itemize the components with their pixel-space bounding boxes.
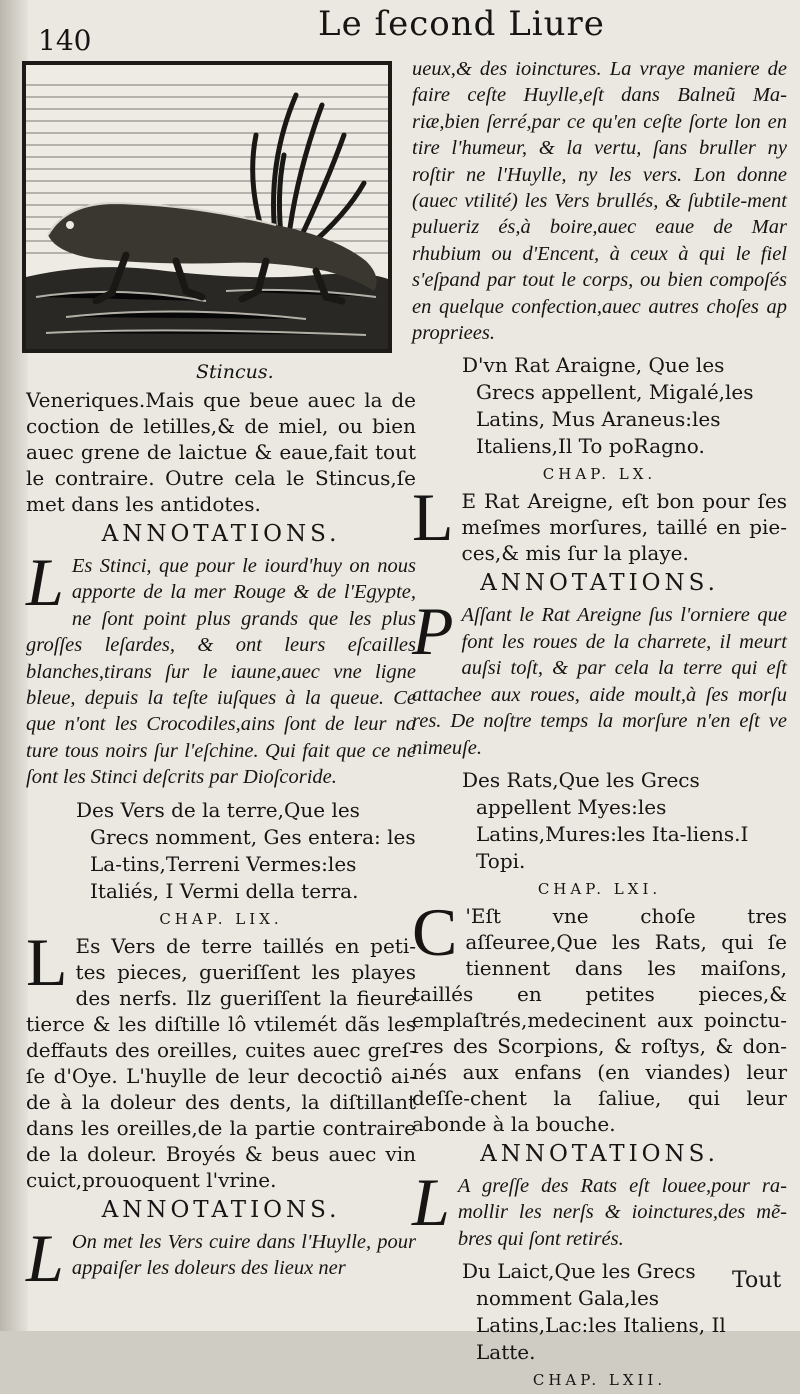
drop-cap-l: L: [26, 1219, 64, 1296]
annotations-heading: ANNOTATIONS.: [101, 521, 341, 547]
annotation-vers-text: On met les Vers cuire dans l'Huylle, pour appaiſer les doleurs des lieux ner: [71, 1230, 416, 1280]
drop-cap-l: L: [26, 544, 64, 620]
annotations-heading: ANNOTATIONS.: [480, 570, 719, 597]
annotation-vers-continued: ueux,& des ioinctures. La vraye maniere de faire ceſte Huylle,eſt dans Balneũ Ma-riæ,bien ſerré,par ce qu'en ceſte ſorte lon en tire l'humeur, & la vertu, ſans bruller ny roſtir ne l'Huylle, ny les vers. Lon donne (auec vtilité) les Vers brullés, & ſubtile-ment pulueriz és,à boire,auec eaue de Mar rhubium ou d'Encent, à ceux à qui le fiel s'eſpand par tout le corps, ou bien compoſés en quelque confection,auec autres choſes ap propriees.: [412, 58, 787, 345]
right-column: [412, 56, 787, 1394]
chapter-59-body: [26, 923, 416, 1193]
chapter-61-number: CHAP. LXI.: [537, 879, 662, 898]
chapter-60-body: [412, 479, 787, 566]
annotation-vers: [26, 1219, 416, 1296]
annotation-rat-araigne: [412, 593, 787, 760]
chapter-62-number: CHAP. LXII.: [532, 1371, 667, 1390]
annotation-rats-text: A greſſe des Rats eſt louee,pour ra-mollir les nerſs & ioinctures,des mẽ-bres qui ſont retirés.: [457, 1174, 787, 1250]
lizard-woodcut-illustration: [26, 65, 388, 349]
page-number: 140: [38, 24, 92, 57]
chapter-59-title: Des Vers de la terre,Que les Grecs nomment, Ges entera: les La-tins,Terreni Vermes:les Italiés, I Vermi della terra.: [76, 797, 416, 903]
annotations-heading: ANNOTATIONS.: [101, 1196, 341, 1223]
figure-caption: Stincus.: [196, 361, 274, 383]
chapter-60-title: D'vn Rat Araigne, Que les Grecs appellent, Migalé,les Latins, Mus Araneus:les Italiens,Il To poRagno.: [462, 353, 754, 459]
annotations-heading: ANNOTATIONS.: [480, 1140, 719, 1167]
chapter-60-text: E Rat Areigne, eſt bon pour ſes meſmes morſures, taillé en pie-ces,& mis ſur la playe.: [461, 489, 787, 566]
annotation-stinci: [26, 544, 416, 791]
annotation-rat-araigne-text: Aſſant le Rat Areigne ſus l'orniere que font les roues de la charrete, il meurt auſsi toſt, & par cela la terre qui eſt attachee aux roues, aide moult,à ſes morſu res. De noſtre temps la morſure n'en eſt ve nimeuſe.: [412, 604, 787, 759]
drop-cap-c: C: [412, 893, 458, 970]
chapter-59-text: Es Vers de terre taillés en peti-tes pieces, gueriſſent les playes des nerfs. Ilz gueriſſent la fieure tierce & les diſtille lô vtilemét dãs les deffauts des oreilles, cuites auec greſ-ſe d'Oye. L'huylle de leur decoctiô ai-de à la doleur des dents, la diſtillant dans les oreilles,de la partie contraire de la doleur. Broyés & beus auec vin cuict,prouoquent l'vrine.: [26, 933, 416, 1192]
stincus-woodcut: [22, 61, 392, 353]
drop-cap-p: P: [412, 593, 454, 670]
drop-cap-l: L: [26, 923, 68, 1000]
annotation-stinci-text: Es Stinci, que pour le iourd'huy on nous apporte de la mer Rouge & de l'Egypte, ne ſont point plus grands que les plus groſſes leſardes, & ont leurs eſcailles blanches,tirans ſur le iaune,auec vne ligne bleue, depuis la teſte iuſques à la queue. Ce que n'ont les Crocodiles,ains ſont de leur na ture tous noirs ſur l'eſchine. Qui fait que ce ne ſont les Stinci deſcrits par Dioſcoride.: [26, 555, 416, 789]
catchword: Tout: [732, 1268, 782, 1293]
chapter-59-number: CHAP. LIX.: [159, 909, 283, 928]
running-head: Le ſecond Liure: [318, 4, 605, 44]
chapter-61-body: [412, 893, 787, 1137]
chapter-61-text: 'Eſt vne choſe tres aſſeuree,Que les Rats, qui ſe tiennent dans les maiſons, taillés en petites pieces,& emplaſtrés,medecinent aux poinctu-res des Scorpions, & roſtys, & don-nés aux enfans (en viandes) leur deſſe-chent la ſaliue, qui leur abonde à la bouche.: [412, 903, 787, 1136]
chapter-60-number: CHAP. LX.: [542, 465, 657, 484]
chapter-62-title: Du Laict,Que les Grecs nomment Gala,les Latins,Lac:les Italiens, Il Latte.: [462, 1259, 726, 1365]
left-column: [26, 355, 416, 1296]
drop-cap-l: L: [412, 1163, 450, 1240]
chapter-61-title: Des Rats,Que les Grecs appellent Myes:les Latins,Mures:les Ita-liens.I Topi.: [462, 767, 749, 873]
drop-cap-l: L: [412, 479, 454, 556]
stincus-paragraph-end: Veneriques.Mais que beue auec la de coction de letilles,& de miel, ou bien auec grene de laictue & eaue,fait tout le contraire. Outre cela le Stincus,ſe met dans les antidotes.: [26, 388, 416, 516]
annotation-rats: [412, 1163, 787, 1252]
